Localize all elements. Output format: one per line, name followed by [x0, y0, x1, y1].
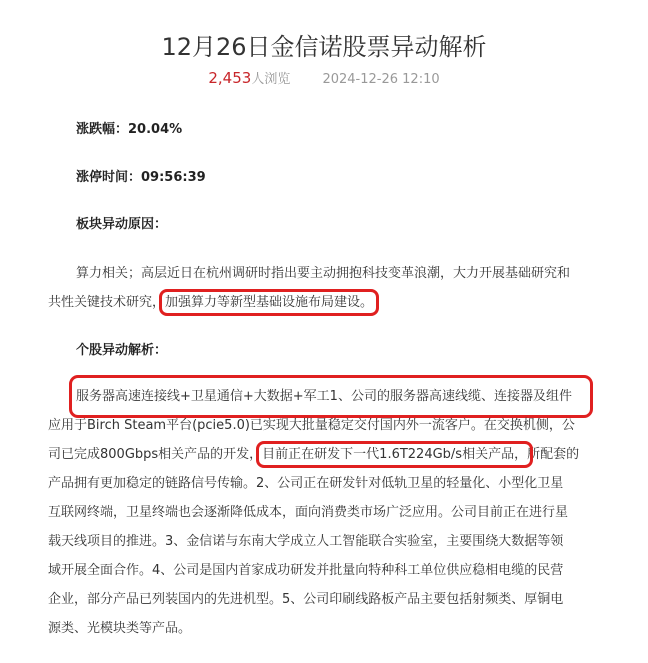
stock-line-5: 互联网终端，卫星终端也会逐渐降低成本，面向消费类市场广泛应用。公司目前正在进行星	[48, 505, 569, 520]
limit-time-field: 涨停时间：09:56:39	[76, 170, 206, 185]
stock-line-3	[48, 440, 608, 469]
views-suffix: 人浏览	[251, 72, 291, 87]
stock-line-8: 企业，部分产品已列装国内的先进机型。5、公司印刷线路板产品主要包括射频类、厚铜电	[48, 592, 564, 607]
change-field: 涨跌幅：20.04%	[76, 122, 183, 137]
stock-line-3-prefix: 司已完成800Gbps相关产品的开发，	[48, 447, 263, 462]
stock-line-1	[48, 382, 608, 411]
sector-highlight: 加强算力等新型基础设施布局建设。	[165, 295, 374, 310]
stock-highlight-2: 目前正在研发下一代1.6T224Gb/s相关产品，	[262, 447, 528, 462]
sector-paragraph	[48, 259, 608, 317]
stock-heading: 个股异动解析：	[76, 343, 168, 358]
stock-line-6: 载天线项目的推进。3、金信诺与东南大学成立人工智能联合实验室，主要围绕大数据等领	[48, 534, 564, 549]
stock-paragraph	[48, 382, 608, 643]
stock-line-2: 应用于Birch Steam平台(pcie5.0)已实现大批量稳定交付国内外一流客户。在交换机侧，公	[48, 418, 575, 433]
stock-line-4: 产品拥有更加稳定的链路信号传输。2、公司正在研发针对低轨卫星的轻量化、小型化卫星	[48, 476, 564, 491]
stock-line-9: 源类、光模块类等产品。	[48, 621, 192, 636]
sector-line-2-prefix: 共性关键技术研究，	[48, 295, 166, 310]
sector-line-1: 算力相关；高层近日在杭州调研时指出要主动拥抱科技变革浪潮，大力开展基础研究和	[76, 266, 571, 281]
sector-line-2	[48, 288, 608, 317]
stock-line-7: 域开展全面合作。4、公司是国内首家成功研发并批量向特种科工单位供应稳相电缆的民营	[48, 563, 564, 578]
article-meta	[0, 68, 648, 90]
stock-line-3-suffix: 所配套的	[527, 447, 580, 462]
sector-heading: 板块异动原因：	[76, 217, 168, 232]
views-count: 2,453	[208, 69, 252, 87]
publish-date: 2024-12-26 12:10	[322, 72, 440, 87]
article-title: 12月26日金信诺股票异动解析	[161, 33, 487, 61]
stock-highlight-1: 服务器高速连接线+卫星通信+大数据+军工1、公司的服务器高速线缆、连接器及组件	[76, 382, 586, 411]
